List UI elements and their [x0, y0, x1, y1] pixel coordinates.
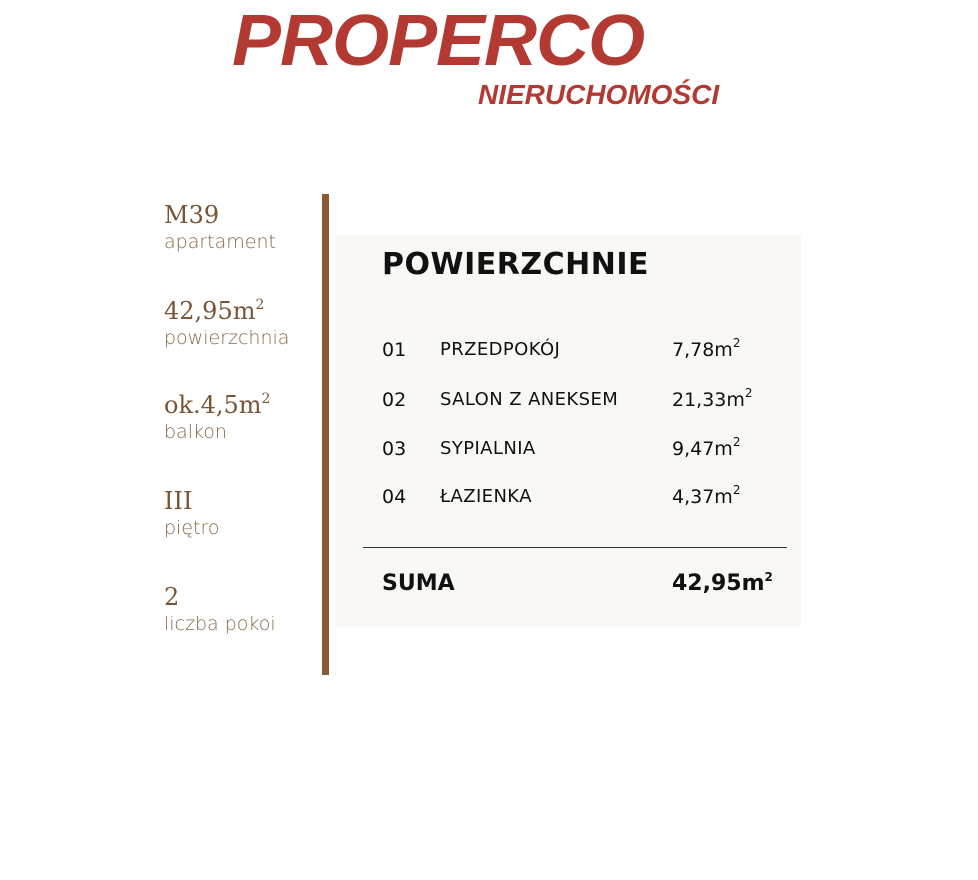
- room-name: ŁAZIENKA: [440, 486, 532, 507]
- properco-logo: [0, 0, 978, 120]
- stat-label: liczba pokoi: [164, 613, 276, 635]
- logo-tagline: NIERUCHOMOŚCI: [478, 79, 720, 110]
- sum-separator: [363, 547, 787, 548]
- panel-title: POWIERZCHNIE: [382, 247, 649, 282]
- room-name: SYPIALNIA: [440, 438, 536, 459]
- room-area: $7,78m^2$: [672, 336, 741, 361]
- room-row: [336, 385, 801, 415]
- areas-panel: [336, 235, 801, 627]
- stat-rooms: [164, 582, 276, 636]
- room-number: 01: [382, 339, 407, 361]
- room-number: 02: [382, 389, 407, 411]
- stat-label: piętro: [164, 517, 220, 539]
- room-area: $4,37m^2$: [672, 483, 741, 508]
- stat-value: $42,95m^2$: [164, 297, 265, 325]
- stat-apartment: [164, 200, 276, 254]
- room-number: 03: [382, 438, 407, 460]
- stat-value: M39: [164, 201, 220, 229]
- stat-value: 2: [164, 583, 180, 611]
- stat-floor: [164, 486, 220, 540]
- room-name: PRZEDPOKÓJ: [440, 339, 561, 360]
- sum-area: $42,95m^2$: [672, 570, 773, 596]
- stat-area: [164, 296, 289, 350]
- stat-label: powierzchnia: [164, 327, 290, 349]
- room-number: 04: [382, 486, 407, 508]
- room-area: $21,33m^2$: [672, 386, 753, 411]
- stat-balcony: [164, 390, 270, 444]
- sum-label: SUMA: [382, 571, 455, 596]
- stat-value: III: [164, 487, 193, 515]
- room-area: $9,47m^2$: [672, 435, 741, 460]
- room-row: [336, 482, 801, 512]
- stat-label: balkon: [164, 421, 227, 443]
- logo-wordmark: PROPERCO: [232, 1, 645, 81]
- room-name: SALON Z ANEKSEM: [440, 389, 619, 410]
- stat-value: $ok.4,5m^2$: [164, 391, 271, 419]
- stat-label: apartament: [164, 231, 276, 253]
- room-row: [336, 335, 801, 365]
- room-row: [336, 434, 801, 464]
- vertical-divider: [322, 194, 329, 675]
